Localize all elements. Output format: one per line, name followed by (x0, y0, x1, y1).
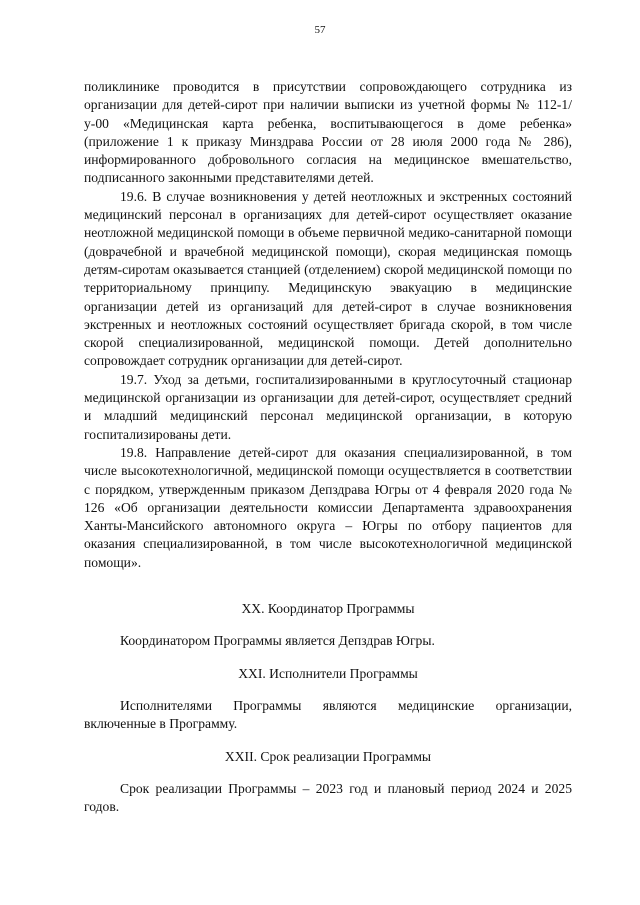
paragraph-continuation: поликлинике проводится в присутствии сопровождающего сотрудника из организации для детей-сирот при наличии выписки из учетной формы № 112-1/у-00 «Медицинская карта ребенка, воспитывающегося в доме ребенка» (приложение 1 к приказу Минздрава России от 28 июля 2000 года № 286), информированного добровольного согласия на медицинское вмешательство, подписанного законными представителями детей. (84, 79, 572, 186)
paragraph-19-6: 19.6. В случае возникновения у детей неотложных и экстренных состояний медицинский персонал в организациях для детей-сирот осуществляет оказание неотложной медицинской помощи в объеме первичной медико-санитарной помощи (доврачебной и врачебной медицинской помощи), скорая медицинская помощь детям-сиротам оказывается станцией (отделением) скорой медицинской помощи по территориальному принципу. Медицинскую эвакуацию в медицинские организации детей из организаций для детей-сирот в случае возникновения экстренных и неотложных состояний осуществляет бригада скорой, в том числе скорой специализированной, медицинской помощи. Детей дополнительно сопровождает сотрудник организации для детей-сирот. (84, 188, 572, 369)
section-text-coordinator: Координатором Программы является Депздрав Югры. (120, 633, 435, 649)
section-text-term: Срок реализации Программы – 2023 год и плановый период 2024 и 2025 годов. (84, 780, 572, 815)
page-number: 57 (314, 24, 326, 36)
section-text-executors: Исполнителями Программы являются медицинские организации, включенные в Программу. (84, 697, 572, 732)
document-body (84, 78, 572, 816)
paragraph-19-7: 19.7. Уход за детьми, госпитализированными в круглосуточный стационар медицинской организации из организации для детей-сирот, осуществляет средний и младший медицинский персонал медицинской организации, в которую госпитализированы дети. (84, 371, 572, 442)
section-heading-coordinator: XX. Координатор Программы (241, 601, 415, 617)
paragraph-19-8: 19.8. Направление детей-сирот для оказания специализированной, в том числе высокотехнологичной, медицинской помощи осуществляется в соответствии с порядком, утвержденным приказом Депздрава Югры от 4 февраля 2020 года № 126 «Об организации деятельности комиссии Департамента здравоохранения Ханты-Мансийского автономного округа – Югры по отбору пациентов для оказания специализированной, в том числе высокотехнологичной медицинской помощи». (84, 444, 572, 570)
section-heading-term: XXII. Срок реализации Программы (224, 748, 432, 764)
section-heading-executors: XXI. Исполнители Программы (238, 665, 418, 681)
